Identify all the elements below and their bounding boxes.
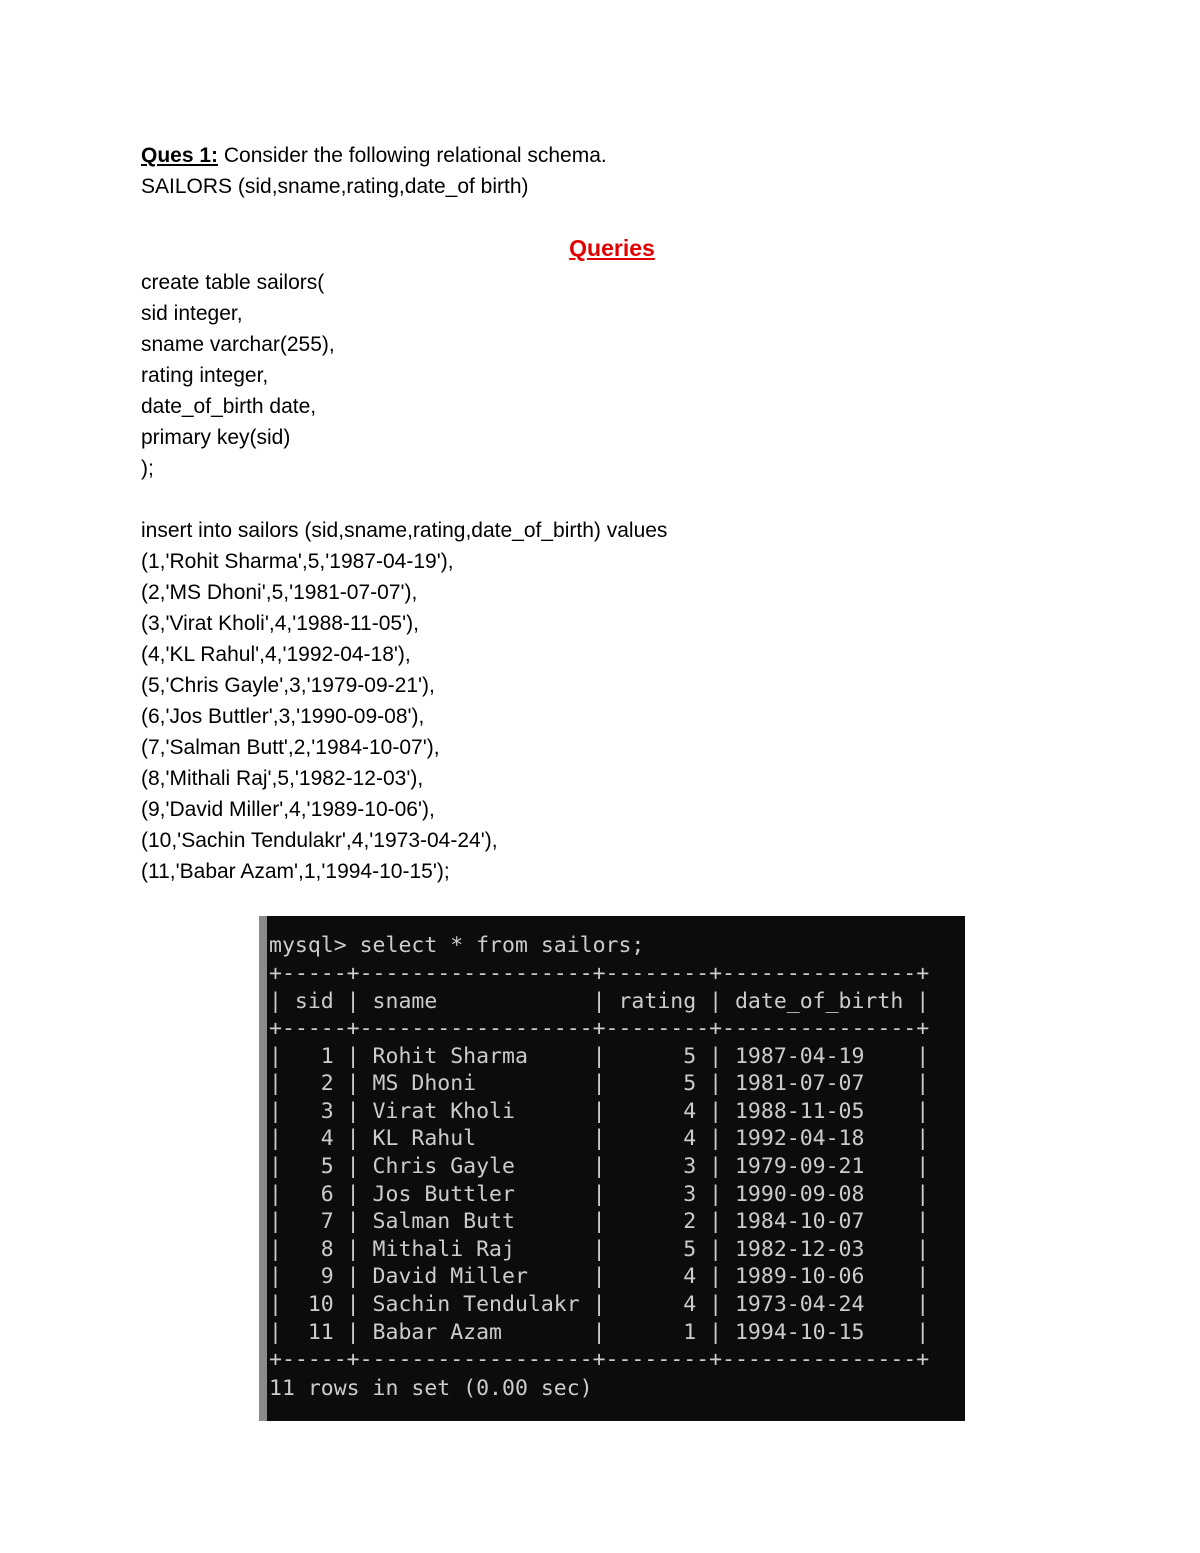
- table-border: +-----+------------------+--------+---------------+: [269, 1016, 930, 1041]
- schema-line: SAILORS (sid,sname,rating,date_of birth): [141, 175, 529, 198]
- table-row: | 5 | Chris Gayle | 3 | 1979-09-21 |: [269, 1154, 930, 1179]
- table-row: | 7 | Salman Butt | 2 | 1984-10-07 |: [269, 1209, 930, 1234]
- create-line: rating integer,: [141, 364, 269, 387]
- table-border: +-----+------------------+--------+---------------+: [269, 961, 930, 986]
- terminal-command: mysql> select * from sailors;: [269, 933, 645, 958]
- insert-line: (1,'Rohit Sharma',5,'1987-04-19'),: [141, 550, 454, 573]
- table-row: | 6 | Jos Buttler | 3 | 1990-09-08 |: [269, 1182, 930, 1207]
- insert-line: (2,'MS Dhoni',5,'1981-07-07'),: [141, 581, 418, 604]
- terminal-screenshot: [259, 916, 965, 1421]
- insert-line: (3,'Virat Kholi',4,'1988-11-05'),: [141, 612, 419, 635]
- queries-heading: Queries: [569, 235, 655, 261]
- create-line: sname varchar(255),: [141, 333, 335, 356]
- table-row: | 3 | Virat Kholi | 4 | 1988-11-05 |: [269, 1099, 930, 1124]
- insert-line: (9,'David Miller',4,'1989-10-06'),: [141, 798, 435, 821]
- table-row: | 9 | David Miller | 4 | 1989-10-06 |: [269, 1264, 930, 1289]
- insert-line: (7,'Salman Butt',2,'1984-10-07'),: [141, 736, 440, 759]
- table-row: | 1 | Rohit Sharma | 5 | 1987-04-19 |: [269, 1044, 930, 1069]
- table-header: | sid | sname | rating | date_of_birth |: [269, 989, 930, 1014]
- create-line: );: [141, 457, 154, 480]
- table-row: | 2 | MS Dhoni | 5 | 1981-07-07 |: [269, 1071, 930, 1096]
- table-row: | 4 | KL Rahul | 4 | 1992-04-18 |: [269, 1126, 930, 1151]
- table-row: | 11 | Babar Azam | 1 | 1994-10-15 |: [269, 1320, 930, 1345]
- create-line: create table sailors(: [141, 271, 325, 294]
- create-line: date_of_birth date,: [141, 395, 317, 418]
- insert-line: (6,'Jos Buttler',3,'1990-09-08'),: [141, 705, 425, 728]
- question-label: Ques 1:: [141, 144, 219, 167]
- table-row: | 10 | Sachin Tendulakr | 4 | 1973-04-24 |: [269, 1292, 930, 1317]
- create-line: sid integer,: [141, 302, 243, 325]
- terminal-footer: 11 rows in set (0.00 sec): [269, 1376, 593, 1401]
- question-text: Consider the following relational schema.: [218, 144, 607, 167]
- table-border: +-----+------------------+--------+---------------+: [269, 1347, 930, 1372]
- insert-line: (4,'KL Rahul',4,'1992-04-18'),: [141, 643, 411, 666]
- question-line: [141, 143, 607, 169]
- create-line: primary key(sid): [141, 426, 291, 449]
- insert-line: insert into sailors (sid,sname,rating,date_of_birth) values: [141, 519, 668, 542]
- insert-line: (8,'Mithali Raj',5,'1982-12-03'),: [141, 767, 424, 790]
- insert-line: (10,'Sachin Tendulakr',4,'1973-04-24'),: [141, 829, 498, 852]
- table-row: | 8 | Mithali Raj | 5 | 1982-12-03 |: [269, 1237, 930, 1262]
- insert-line: (5,'Chris Gayle',3,'1979-09-21'),: [141, 674, 435, 697]
- insert-line: (11,'Babar Azam',1,'1994-10-15');: [141, 860, 450, 883]
